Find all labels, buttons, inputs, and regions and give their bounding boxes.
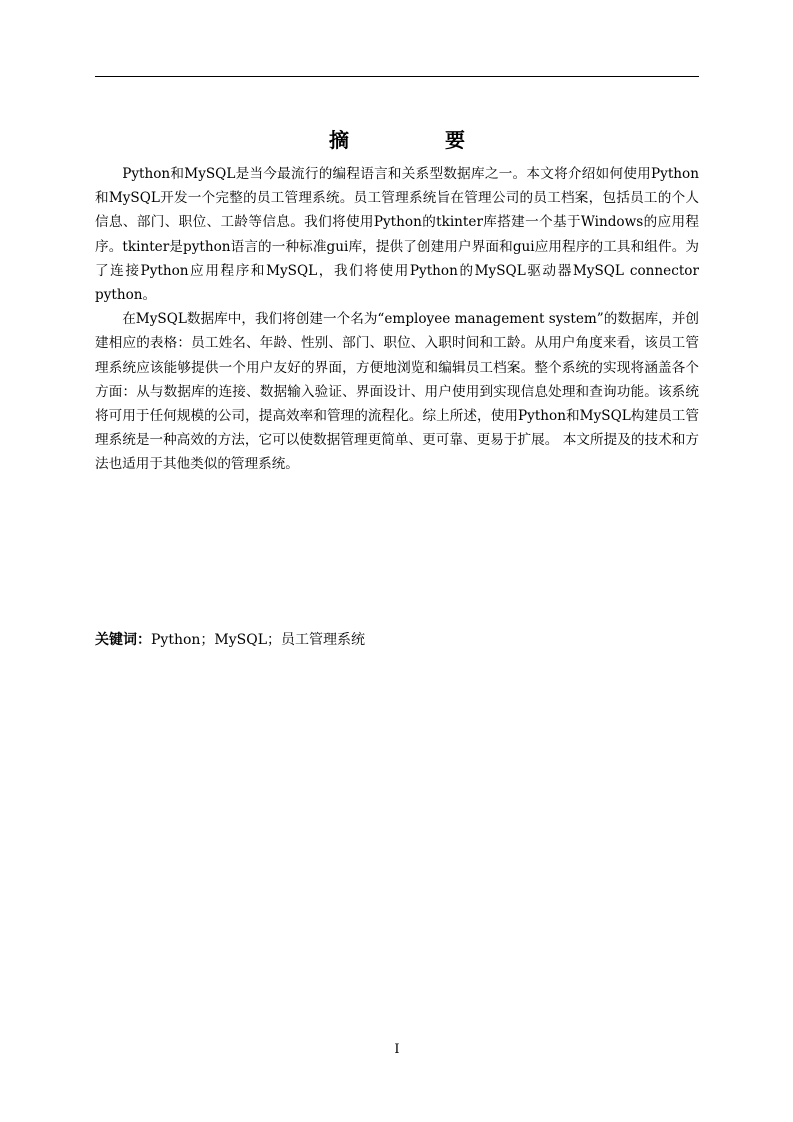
abstract-paragraph-2: 在MySQL数据库中，我们将创建一个名为“employee management system”的数据库，并创建相应的表格：员工姓名、年龄、性别、部门、职位、入职时间和工龄。从用户角度来看，该员工管理系统应该能够提供一个用户友好的界面，方便地浏览和编辑员工档案。整个系统的实现将涵盖各个方面：从与数据库的连接、数据输入验证、界面设计、用户使用到实现信息处理和查询功能。该系统将可用于任何规模的公司，提高效率和管理的流程化。综上所述，使用Python和MySQL构建员工管理系统是一种高效的方法，它可以使数据管理更简单、更可靠、更易于扩展。 本文所提及的技术和方法也适用于其他类似的管理系统。 xyxy=(95,311,699,473)
abstract-body xyxy=(95,162,699,477)
keywords-line xyxy=(95,628,699,652)
abstract-paragraph-1: Python和MySQL是当今最流行的编程语言和关系型数据库之一。本文将介绍如何使用Python和MySQL开发一个完整的员工管理系统。员工管理系统旨在管理公司的员工档案，包括员工的个人信息、部门、职位、工龄等信息。我们将使用Python的tkinter库搭建一个基于Windows的应用程序。tkinter是python语言的一种标准gui库，提供了创建用户界面和gui应用程序的工具和组件。为了连接Python应用程序和MySQL，我们将使用Python的MySQL驱动器MySQL connector python。 xyxy=(95,166,699,304)
header-rule xyxy=(95,76,699,77)
keywords-label: 关键词： xyxy=(95,632,151,648)
keywords-value: Python；MySQL；员工管理系统 xyxy=(151,632,366,648)
page-number: I xyxy=(394,1042,400,1057)
page-title: 摘 要 xyxy=(329,128,503,152)
